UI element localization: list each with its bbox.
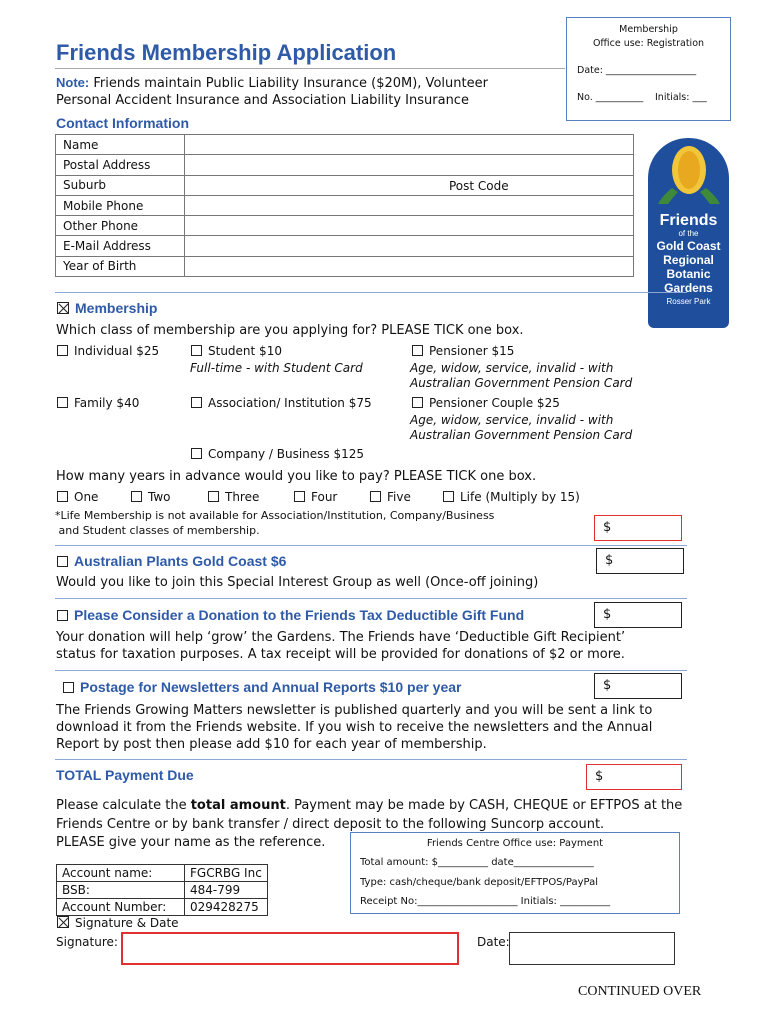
office-no: No. __________ [577, 92, 644, 103]
year-of-birth-field[interactable] [185, 256, 634, 276]
suburb-field[interactable] [185, 175, 634, 195]
signature-checkbox[interactable] [57, 916, 69, 928]
student-label: Student $10 [208, 344, 282, 358]
suburb-label: Suburb [56, 175, 185, 195]
payment-office-receipt: Receipt No:____________________ Initials: __________ [360, 896, 611, 907]
checkbox-icon[interactable] [191, 345, 202, 356]
checkbox-icon[interactable] [370, 491, 381, 502]
year-label: Four [311, 490, 338, 504]
year-option-one[interactable] [57, 490, 98, 504]
calc-line2: Friends Centre or by bank transfer / direct deposit to the following Suncorp account. [56, 816, 605, 832]
pensioner-couple-label: Pensioner Couple $25 [429, 396, 560, 410]
signature-heading: Signature & Date [75, 916, 179, 930]
payment-office-title: Friends Centre Office use: Payment [426, 838, 604, 849]
individual-option[interactable] [57, 344, 159, 358]
postage-checkbox[interactable] [63, 682, 74, 693]
payment-office-total: Total amount: $__________ date________________ [360, 857, 594, 868]
table-row [57, 899, 268, 916]
student-option[interactable] [191, 344, 282, 358]
table-row [56, 236, 634, 256]
postage-text [56, 702, 652, 753]
donation-heading: Please Consider a Donation to the Friends Tax Deductible Gift Fund [74, 607, 525, 623]
logo-line5: Botanic [666, 267, 711, 281]
postage-heading: Postage for Newsletters and Annual Reports $10 per year [80, 679, 462, 695]
signature-label: Signature: [56, 935, 118, 949]
checkbox-icon[interactable] [208, 491, 219, 502]
table-row [56, 216, 634, 236]
year-label: Two [148, 490, 171, 504]
years-question: How many years in advance would you like to pay? PLEASE TICK one box. [56, 469, 537, 484]
mobile-phone-field[interactable] [185, 195, 634, 215]
name-field[interactable] [185, 135, 634, 155]
logo-line3: Gold Coast [656, 239, 721, 253]
checkbox-icon[interactable] [412, 397, 423, 408]
plants-amount-field[interactable]: $ [596, 548, 684, 574]
email-label: E-Mail Address [56, 236, 185, 256]
donation-amount-field[interactable]: $ [594, 602, 682, 628]
logo-line1: Friends [659, 212, 718, 229]
calc-pre: Please calculate the [56, 798, 191, 813]
table-row [57, 882, 268, 899]
checkbox-icon[interactable] [191, 448, 202, 459]
logo-line6: Gardens [664, 281, 713, 295]
logo-line4: Regional [663, 253, 714, 267]
office-initials: Initials: ___ [655, 92, 707, 103]
pensioner-note-1: Age, widow, service, invalid - with [410, 361, 614, 375]
year-label: Three [225, 490, 260, 504]
account-name-value: FGCRBG Inc [185, 865, 268, 882]
checkbox-icon[interactable] [57, 345, 68, 356]
calc-bold: total amount [190, 798, 286, 813]
logo-line7: Rosser Park [666, 297, 711, 306]
company-label: Company / Business $125 [208, 447, 365, 461]
continued-over: CONTINUED OVER [578, 984, 702, 999]
total-amount-field[interactable]: $ [586, 764, 682, 790]
contact-heading: Contact Information [56, 115, 189, 131]
donation-text-1: Your donation will help ‘grow’ the Gardens. The Friends have ‘Deductible Gift Recipient’ [56, 630, 626, 645]
student-note: Full-time - with Student Card [190, 361, 363, 375]
family-label: Family $40 [74, 396, 140, 410]
life-note-1: *Life Membership is not available for Association/Institution, Company/Business [55, 509, 495, 522]
postage-heading-row [63, 679, 462, 696]
year-label: Five [387, 490, 411, 504]
postage-text-2: download it from the Friends website. If you wish to receive the newsletters and the Annual [56, 720, 653, 735]
account-number-value: 029428275 [185, 899, 268, 916]
year-option-two[interactable] [131, 490, 171, 504]
year-option-life[interactable] [443, 490, 580, 504]
plants-text: Would you like to join this Special Interest Group as well (Once-off joining) [56, 575, 539, 590]
office-payment-box [350, 832, 680, 914]
date-label: Date: [477, 935, 510, 949]
postal-address-label: Postal Address [56, 155, 185, 175]
bsb-value: 484-799 [185, 882, 268, 899]
postage-text-1: The Friends Growing Matters newsletter is published quarterly and you will be sent a link to [56, 703, 653, 718]
individual-label: Individual $25 [74, 344, 160, 358]
pensioner-note-2: Australian Government Pension Card [410, 376, 633, 390]
table-row [56, 195, 634, 215]
office-line1: Membership [619, 24, 678, 35]
plants-checkbox[interactable] [57, 556, 68, 567]
office-line2: Office use: Registration [592, 38, 705, 49]
contact-table [55, 134, 634, 277]
year-label: Life (Multiply by 15) [460, 490, 580, 504]
note-label: Note: [56, 75, 90, 90]
note-text-1: Friends maintain Public Liability Insurance ($20M), Volunteer [93, 76, 488, 91]
table-row [56, 256, 634, 276]
membership-amount-field[interactable]: $ [594, 515, 682, 541]
life-note [55, 508, 494, 538]
checkbox-icon[interactable] [191, 397, 202, 408]
calc-line3: PLEASE give your name as the reference. [56, 835, 326, 850]
pensioner-option[interactable] [412, 344, 514, 358]
plants-heading-row [57, 553, 286, 570]
mobile-phone-label: Mobile Phone [56, 195, 185, 215]
donation-checkbox[interactable] [57, 610, 68, 621]
table-row [56, 135, 634, 155]
checkbox-icon[interactable] [131, 491, 142, 502]
postage-text-3: Report by post then please add $10 for each year of membership. [56, 737, 487, 752]
checkbox-icon[interactable] [412, 345, 423, 356]
year-of-birth-label: Year of Birth [56, 256, 185, 276]
bank-account-table [56, 864, 268, 916]
pensioner-couple-option[interactable] [412, 396, 560, 410]
calc-post: . Payment may be made by CASH, CHEQUE or EFTPOS at the [285, 798, 683, 813]
table-row [57, 865, 268, 882]
couple-note-1: Age, widow, service, invalid - with [410, 413, 614, 427]
insurance-note [56, 74, 488, 109]
pensioner-label: Pensioner $15 [429, 344, 515, 358]
signature-field[interactable] [121, 932, 459, 965]
donation-text-2: status for taxation purposes. A tax receipt will be provided for donations of $2 or more. [56, 647, 625, 662]
checkbox-icon[interactable] [57, 491, 68, 502]
checkbox-icon[interactable] [294, 491, 305, 502]
total-heading: TOTAL Payment Due [56, 767, 194, 783]
association-option[interactable] [191, 396, 372, 410]
family-option[interactable] [57, 396, 139, 410]
table-row [56, 175, 634, 195]
banksia-flower-icon [648, 138, 729, 204]
year-option-three[interactable] [208, 490, 259, 504]
bsb-label: BSB: [57, 882, 185, 899]
signature-heading-row [57, 916, 179, 930]
membership-checkbox[interactable] [57, 302, 69, 314]
other-phone-field[interactable] [185, 216, 634, 236]
year-option-five[interactable] [370, 490, 411, 504]
postcode-label: Post Code [449, 178, 509, 193]
membership-question: Which class of membership are you applying for? PLEASE TICK one box. [56, 323, 524, 338]
payment-office-type: Type: cash/cheque/bank deposit/EFTPOS/PayPal [360, 877, 599, 888]
office-registration-box [566, 17, 731, 121]
association-label: Association/ Institution $75 [208, 396, 372, 410]
donation-text [56, 629, 625, 663]
page-title: Friends Membership Application [56, 40, 397, 65]
table-row [56, 155, 634, 175]
checkbox-icon[interactable] [443, 491, 454, 502]
friends-logo [648, 138, 729, 328]
pensioner-note [410, 361, 632, 391]
plants-heading: Australian Plants Gold Coast $6 [74, 553, 287, 569]
couple-note [410, 413, 632, 443]
checkbox-icon[interactable] [57, 397, 68, 408]
logo-line2: of the [678, 229, 699, 238]
postage-amount-field[interactable]: $ [594, 673, 682, 699]
other-phone-label: Other Phone [56, 216, 185, 236]
account-number-label: Account Number: [57, 899, 185, 916]
donation-heading-row [57, 607, 524, 624]
email-field[interactable] [185, 236, 634, 256]
note-text-2: Personal Accident Insurance and Association Liability Insurance [56, 93, 469, 108]
year-label: One [74, 490, 99, 504]
date-field[interactable] [509, 932, 675, 965]
postal-address-field[interactable] [185, 155, 634, 175]
name-label: Name [56, 135, 185, 155]
year-option-four[interactable] [294, 490, 337, 504]
office-date: Date: ___________________ [577, 65, 697, 76]
life-note-2: and Student classes of membership. [55, 524, 260, 537]
couple-note-2: Australian Government Pension Card [410, 428, 633, 442]
company-option[interactable] [191, 447, 364, 461]
account-name-label: Account name: [57, 865, 185, 882]
membership-heading: Membership [75, 300, 158, 316]
membership-heading-row [57, 300, 157, 317]
